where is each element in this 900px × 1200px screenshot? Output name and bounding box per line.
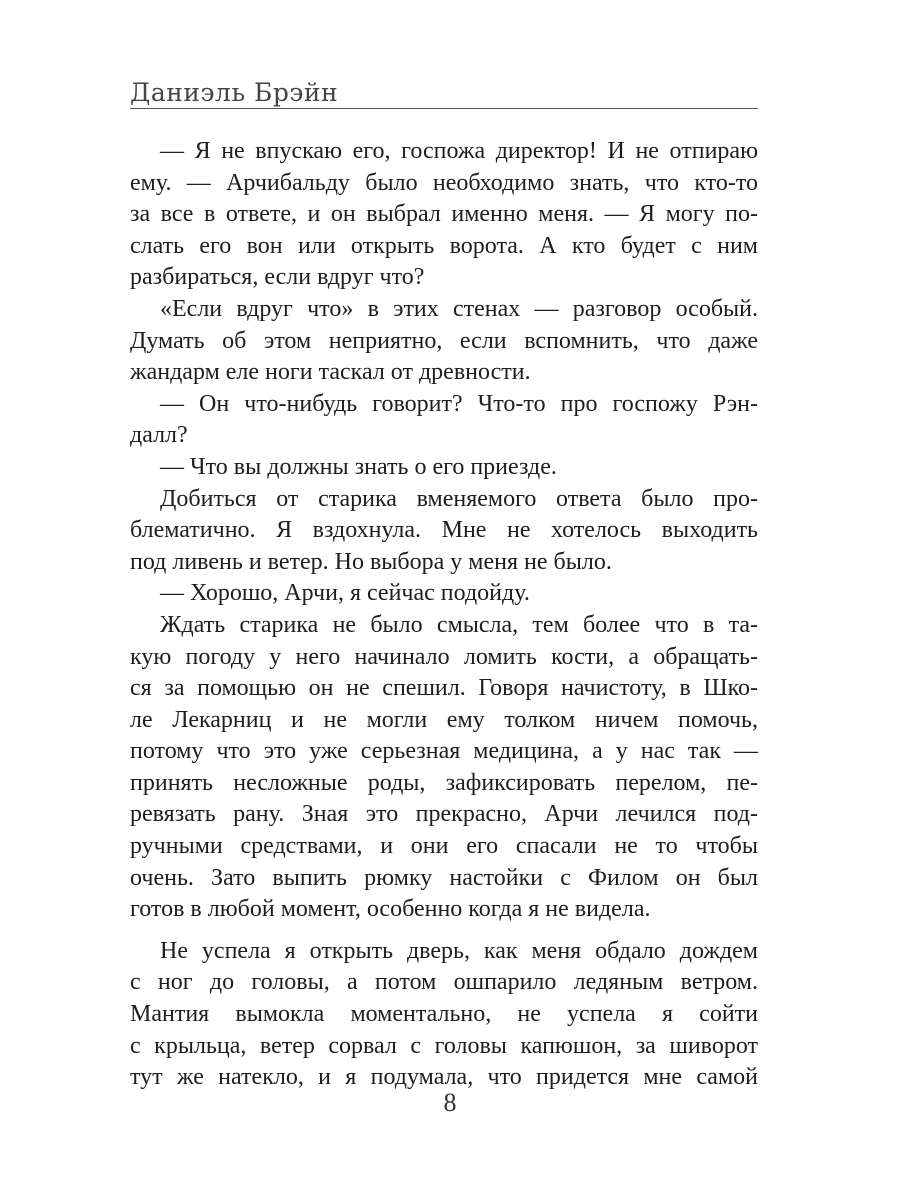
text-line: готов в любой момент, особенно когда я не видела.	[130, 896, 651, 923]
text-line: Не успела я открыть дверь, как меня обдало дождем	[160, 937, 758, 964]
text-line: очень. Зато выпить рюмку настойки с Филом он был	[130, 864, 758, 891]
text-line: кую погоду у него начинало ломить кости, а обращать-	[130, 643, 758, 670]
page-body-text	[130, 136, 758, 1094]
text-line: «Если вдруг что» в этих стенах — разговор особый.	[160, 295, 758, 322]
paragraph	[130, 484, 758, 579]
page-number: 8	[443, 1088, 457, 1117]
text-line: ему. — Арчибальду было необходимо знать, что кто-то	[130, 169, 758, 196]
text-line: Думать об этом неприятно, если вспомнить, что даже	[130, 327, 758, 354]
paragraph	[130, 610, 758, 926]
text-line: Добиться от старика вменяемого ответа было про-	[160, 485, 758, 512]
text-line: — Что вы должны знать о его приезде.	[160, 453, 557, 480]
text-line: ручными средствами, и они его спасали не то чтобы	[130, 833, 758, 860]
text-line: блематично. Я вздохнула. Мне не хотелось выходить	[130, 517, 758, 544]
paragraph	[130, 294, 758, 389]
text-line: с крыльца, ветер сорвал с головы капюшон, за шиворот	[130, 1032, 758, 1059]
text-line: с ног до головы, а потом ошпарило ледяным ветром.	[130, 969, 758, 996]
text-line: — Хорошо, Арчи, я сейчас подойду.	[160, 580, 530, 607]
text-line: ревязать рану. Зная это прекрасно, Арчи лечился под-	[130, 801, 758, 828]
paragraph	[130, 578, 758, 610]
text-line: — Я не впускаю его, госпожа директор! И не отпираю	[160, 138, 758, 164]
text-line: Мантия вымокла моментально, не успела я сойти	[130, 1001, 758, 1028]
text-line: далл?	[130, 422, 188, 449]
text-line: принять несложные роды, зафиксировать перелом, пе-	[130, 769, 758, 796]
text-line: потому что это уже серьезная медицина, а у нас так —	[130, 738, 758, 765]
text-line: Ждать старика не было смысла, тем более что в та-	[160, 611, 758, 638]
paragraph	[130, 389, 758, 452]
text-line: жандарм еле ноги таскал от древности.	[130, 359, 531, 386]
paragraph	[130, 136, 758, 294]
text-line: за все в ответе, и он выбрал именно меня. — Я могу по-	[130, 201, 758, 228]
text-line: — Он что-нибудь говорит? Что-то про госпожу Рэн-	[160, 390, 758, 417]
text-line: разбираться, если вдруг что?	[130, 264, 425, 291]
text-line: тут же натекло, и я подумала, что придется мне самой	[130, 1064, 758, 1091]
text-line: ле Лекарниц и не могли ему толком ничем помочь,	[130, 706, 758, 733]
paragraph	[130, 452, 758, 484]
text-line: ся за помощью он не спешил. Говоря начистоту, в Шко-	[130, 675, 758, 702]
running-header-author: Даниэль Брэйн	[130, 78, 339, 107]
text-line: под ливень и ветер. Но выбора у меня не было.	[130, 548, 612, 575]
text-line: слать его вон или открыть ворота. А кто будет с ним	[130, 232, 758, 259]
paragraph	[130, 936, 758, 1094]
header-rule	[130, 108, 758, 109]
